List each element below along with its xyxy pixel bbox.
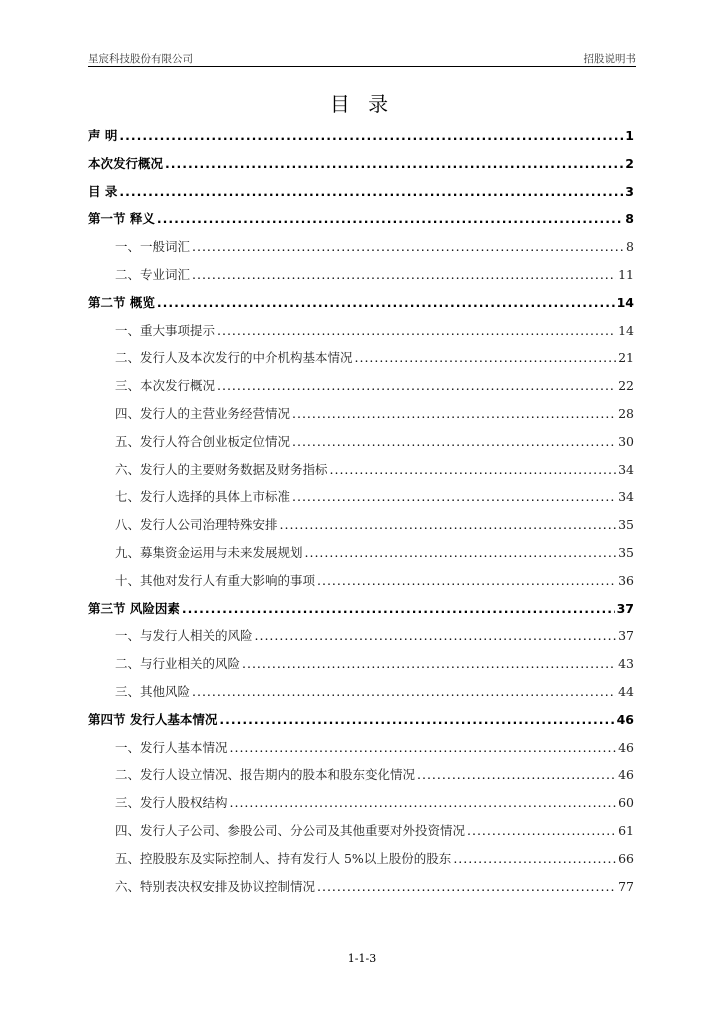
toc-entry-page: 44 <box>618 683 634 699</box>
toc-leader-dots <box>192 678 616 706</box>
page-number: 1-1-3 <box>347 952 377 965</box>
toc-entry-label: 一、发行人基本情况 <box>115 739 228 755</box>
toc-section-entry[interactable] <box>88 539 634 567</box>
toc-section-entry[interactable] <box>88 567 634 595</box>
toc-leader-dots <box>305 539 617 567</box>
toc-entry-label: 四、发行人子公司、参股公司、分公司及其他重要对外投资情况 <box>115 822 466 838</box>
toc-section-entry[interactable] <box>88 789 634 817</box>
toc-entry-label: 一、一般词汇 <box>115 239 191 255</box>
toc-entry-label: 六、特别表决权安排及协议控制情况 <box>115 878 316 894</box>
toc-section-entry[interactable] <box>88 678 634 706</box>
toc-entry-label: 三、发行人股权结构 <box>115 795 228 811</box>
toc-leader-dots <box>157 205 623 233</box>
toc-entry-page: 14 <box>616 294 634 310</box>
toc-entry-label: 三、其他风险 <box>115 683 191 699</box>
toc-leader-dots <box>119 122 623 150</box>
toc-leader-dots <box>217 317 616 345</box>
toc-leader-dots <box>330 456 617 484</box>
toc-entry-label: 六、发行人的主要财务数据及财务指标 <box>115 461 328 477</box>
toc-entry-page: 46 <box>618 767 634 783</box>
toc-section-entry[interactable] <box>88 845 634 873</box>
toc-entry-page: 66 <box>618 850 634 866</box>
toc-entry-label: 十、其他对发行人有重大影响的事项 <box>115 572 316 588</box>
toc-entry-label: 第四节 发行人基本情况 <box>88 711 218 727</box>
toc-section-entry[interactable] <box>88 261 634 289</box>
toc-leader-dots <box>230 734 617 762</box>
toc-entry-page: 3 <box>625 183 634 199</box>
toc-leader-dots <box>453 845 616 873</box>
toc-leader-dots <box>255 622 617 650</box>
toc-leader-dots <box>280 511 617 539</box>
toc-leader-dots <box>242 650 616 678</box>
toc-entry-label: 八、发行人公司治理特殊安排 <box>115 517 278 533</box>
toc-section-entry[interactable] <box>88 511 634 539</box>
toc-section-entry[interactable] <box>88 761 634 789</box>
toc-leader-dots <box>217 372 616 400</box>
toc-entry-page: 14 <box>618 322 634 338</box>
toc-entry-page: 1 <box>625 128 634 143</box>
toc-section-entry[interactable] <box>88 344 634 372</box>
toc-entry-label: 一、与发行人相关的风险 <box>115 628 253 644</box>
toc-section-entry[interactable] <box>88 817 634 845</box>
toc-entry-label: 本次发行概况 <box>88 155 164 171</box>
toc-chapter-entry[interactable] <box>88 289 634 317</box>
toc-section-entry[interactable] <box>88 428 634 456</box>
toc-section-entry[interactable] <box>88 456 634 484</box>
toc-entry-label: 第一节 释义 <box>88 211 155 227</box>
toc-chapter-entry[interactable] <box>88 706 634 734</box>
toc-entry-label: 三、本次发行概况 <box>115 378 216 394</box>
toc-entry-page: 60 <box>618 795 634 811</box>
toc-chapter-entry[interactable] <box>88 595 634 623</box>
toc-entry-label: 目 录 <box>88 183 118 199</box>
toc-title: 目 录 <box>329 92 395 116</box>
toc-entry-label: 声 明 <box>88 128 118 143</box>
toc-leader-dots <box>467 817 616 845</box>
toc-leader-dots <box>417 761 616 789</box>
toc-leader-dots <box>157 289 615 317</box>
toc-entry-label: 七、发行人选择的具体上市标准 <box>115 489 291 505</box>
toc-chapter-entry[interactable] <box>88 178 634 206</box>
toc-entry-page: 43 <box>618 656 634 672</box>
page-header <box>88 48 636 67</box>
toc-entry-page: 37 <box>618 628 634 644</box>
toc-leader-dots <box>230 789 617 817</box>
table-of-contents <box>88 122 634 900</box>
toc-entry-page: 8 <box>626 239 634 255</box>
toc-entry-page: 46 <box>618 739 634 755</box>
toc-section-entry[interactable] <box>88 873 634 901</box>
header-doc-type: 招股说明书 <box>583 53 636 65</box>
toc-entry-page: 77 <box>618 878 634 894</box>
toc-entry-page: 30 <box>618 433 634 449</box>
toc-entry-label: 二、发行人及本次发行的中介机构基本情况 <box>115 350 353 366</box>
toc-entry-page: 46 <box>616 711 634 727</box>
toc-entry-page: 34 <box>618 461 634 477</box>
toc-entry-page: 2 <box>625 155 634 171</box>
toc-entry-page: 35 <box>618 517 634 533</box>
header-company: 星宸科技股份有限公司 <box>88 53 193 65</box>
toc-chapter-entry[interactable] <box>88 150 634 178</box>
toc-entry-label: 二、与行业相关的风险 <box>115 656 241 672</box>
toc-entry-page: 8 <box>625 211 634 227</box>
toc-leader-dots <box>292 428 616 456</box>
toc-chapter-entry[interactable] <box>88 205 634 233</box>
toc-entry-label: 二、专业词汇 <box>115 266 191 282</box>
toc-entry-page: 36 <box>618 572 634 588</box>
toc-leader-dots <box>355 344 617 372</box>
toc-section-entry[interactable] <box>88 233 634 261</box>
toc-entry-page: 35 <box>618 544 634 560</box>
toc-entry-page: 34 <box>618 489 634 505</box>
toc-entry-page: 61 <box>618 822 634 838</box>
toc-leader-dots <box>192 261 616 289</box>
toc-leader-dots <box>219 706 614 734</box>
toc-entry-page: 11 <box>618 266 634 282</box>
toc-entry-page: 21 <box>618 350 634 366</box>
toc-entry-label: 五、控股股东及实际控制人、持有发行人 5%以上股份的股东 <box>115 850 452 866</box>
toc-section-entry[interactable] <box>88 400 634 428</box>
toc-section-entry[interactable] <box>88 622 634 650</box>
toc-section-entry[interactable] <box>88 372 634 400</box>
toc-leader-dots <box>292 400 616 428</box>
toc-leader-dots <box>182 595 615 623</box>
toc-leader-dots <box>317 873 616 901</box>
toc-entry-label: 第三节 风险因素 <box>88 600 180 616</box>
toc-leader-dots <box>192 233 624 261</box>
toc-entry-label: 四、发行人的主营业务经营情况 <box>115 405 291 421</box>
toc-section-entry[interactable] <box>88 650 634 678</box>
toc-section-entry[interactable] <box>88 734 634 762</box>
toc-leader-dots <box>292 483 616 511</box>
toc-entry-page: 22 <box>618 378 634 394</box>
toc-entry-page: 37 <box>616 600 634 616</box>
toc-section-entry[interactable] <box>88 483 634 511</box>
toc-entry-label: 一、重大事项提示 <box>115 322 216 338</box>
toc-entry-page: 28 <box>618 405 634 421</box>
toc-leader-dots <box>165 150 623 178</box>
toc-entry-label: 九、募集资金运用与未来发展规划 <box>115 544 303 560</box>
toc-entry-label: 五、发行人符合创业板定位情况 <box>115 433 291 449</box>
toc-chapter-entry[interactable] <box>88 122 634 150</box>
toc-entry-label: 第二节 概览 <box>88 294 155 310</box>
toc-leader-dots <box>317 567 616 595</box>
toc-entry-label: 二、发行人设立情况、报告期内的股本和股东变化情况 <box>115 767 416 783</box>
toc-leader-dots <box>119 178 623 206</box>
toc-section-entry[interactable] <box>88 317 634 345</box>
